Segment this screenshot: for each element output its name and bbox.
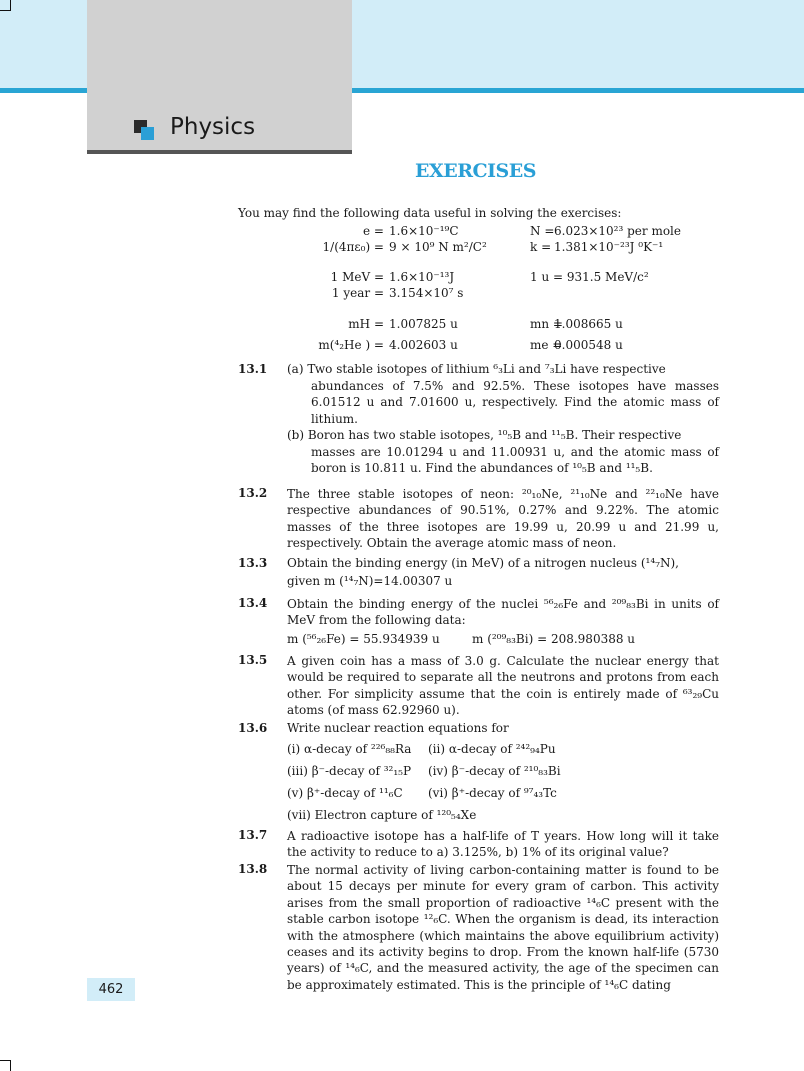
const-value: 0.000548 u — [554, 338, 623, 352]
question-number: 13.8 — [238, 862, 268, 876]
const-value: 1 u = 931.5 MeV/c² — [530, 270, 649, 284]
question-text: abundances of 7.5% and 92.5%. These isotopes have masses 6.01512 u and 7.01600 u, respectively. Find the atomic mass of lithium. — [311, 379, 719, 426]
question-number: 13.3 — [238, 556, 268, 570]
sub-item: (iv) β⁻-decay of ²¹⁰₈₃Bi — [428, 764, 561, 778]
sub-item: (vi) β⁺-decay of ⁹⁷₄₃Tc — [428, 786, 557, 800]
page-number: 462 — [98, 982, 124, 997]
const-label: N = — [530, 224, 555, 238]
squares-icon — [134, 120, 154, 140]
subject-title: Physics — [170, 114, 256, 140]
question-number: 13.4 — [238, 596, 268, 610]
const-value: 3.154×10⁷ s — [389, 286, 464, 300]
question-number: 13.6 — [238, 721, 268, 735]
const-label: me = — [530, 338, 563, 352]
const-label: mn = — [530, 317, 563, 331]
const-value: 1.007825 u — [389, 317, 458, 331]
sub-item: (v) β⁺-decay of ¹¹₆C — [287, 786, 403, 800]
crop-mark-top-left — [0, 0, 11, 11]
data-line: m (⁵⁶₂₆Fe) = 55.934939 u — [287, 632, 440, 646]
const-value: 1.008665 u — [554, 317, 623, 331]
intro-text: You may find the following data useful in solving the exercises: — [238, 206, 622, 220]
question-text: (a) Two stable isotopes of lithium ⁶₃Li and ⁷₃Li have respective — [287, 362, 666, 376]
data-line: m (²⁰⁹₈₃Bi) = 208.980388 u — [472, 632, 636, 646]
const-value: 4.002603 u — [389, 338, 458, 352]
question-text: A given coin has a mass of 3.0 g. Calculate the nuclear energy that would be required to separate all the neutrons and protons from each other. For simplicity assume that the coin is entirely made of ⁶³₂₉Cu atoms (of mass 62.92960 u). — [287, 654, 719, 718]
sub-item: (iii) β⁻-decay of ³²₁₅P — [287, 764, 412, 778]
const-value: 1.6×10⁻¹³J — [389, 270, 455, 284]
const-label: e = — [363, 224, 384, 238]
crop-mark-bottom-left — [0, 1060, 11, 1071]
page-number-box — [87, 978, 135, 1001]
const-value: 1.6×10⁻¹⁹C — [389, 224, 459, 238]
question-number: 13.7 — [238, 828, 268, 842]
question-text: (b) Boron has two stable isotopes, ¹⁰₅B and ¹¹₅B. Their respective — [287, 428, 682, 442]
const-label: k = — [530, 240, 552, 254]
question-text: The three stable isotopes of neon: ²⁰₁₀Ne, ²¹₁₀Ne and ²²₁₀Ne have respective abundances of 90.51%, 0.27% and 9.22%. The atomic masses of the three isotopes are 19.99 u, 20.99 u and 21.99 u, respectively. Obtain the average atomic mass of neon. — [287, 487, 719, 551]
const-label: 1 MeV = — [330, 270, 384, 284]
const-label: mH = — [348, 317, 384, 331]
question-text: Write nuclear reaction equations for — [287, 721, 509, 735]
question-text: Obtain the binding energy of the nuclei ⁵⁶₂₆Fe and ²⁰⁹₈₃Bi in units of MeV from the following data: — [287, 597, 719, 628]
sub-item: (ii) α-decay of ²⁴²₉₄Pu — [428, 742, 556, 756]
const-value: 9 × 10⁹ N m²/C² — [389, 240, 487, 254]
const-value: 1.381×10⁻²³J ⁰K⁻¹ — [554, 240, 664, 254]
sub-item: (i) α-decay of ²²⁶₈₈Ra — [287, 742, 412, 756]
question-number: 13.1 — [238, 362, 268, 376]
question-text: given m (¹⁴₇N)=14.00307 u — [287, 574, 453, 588]
question-number: 13.5 — [238, 653, 268, 667]
question-number: 13.2 — [238, 486, 268, 500]
const-label: m(⁴₂He ) = — [318, 338, 384, 352]
header-underline — [87, 150, 352, 154]
const-label: 1/(4πε₀) = — [322, 240, 384, 254]
section-title: EXERCISES — [415, 160, 536, 182]
const-label: 1 year = — [331, 286, 384, 300]
question-text: A radioactive isotope has a half-life of T years. How long will it take the activity to reduce to a) 3.125%, b) 1% of its original value? — [287, 829, 719, 860]
const-value: 6.023×10²³ per mole — [554, 224, 681, 238]
sub-item: (vii) Electron capture of ¹²⁰₅₄Xe — [287, 808, 477, 822]
question-text: Obtain the binding energy (in MeV) of a nitrogen nucleus (¹⁴₇N), — [287, 556, 679, 570]
question-text: The normal activity of living carbon-containing matter is found to be about 15 decays per minute for every gram of carbon. This activity arises from the small proportion of radioactive ¹⁴₆C present with the stable carbon isotope ¹²₆C. When the organism is dead, its interaction with the atmosphere (which maintains the above equilibrium activity) ceases and its activity begins to drop. From the known half-life (5730 years) of ¹⁴₆C, and the measured activity, the age of the specimen can be approximately estimated. This is the principle of ¹⁴₆C dating — [287, 863, 719, 992]
question-text: masses are 10.01294 u and 11.00931 u, and the atomic mass of boron is 10.811 u. Find the abundances of ¹⁰₅B and ¹¹₅B. — [311, 445, 719, 476]
